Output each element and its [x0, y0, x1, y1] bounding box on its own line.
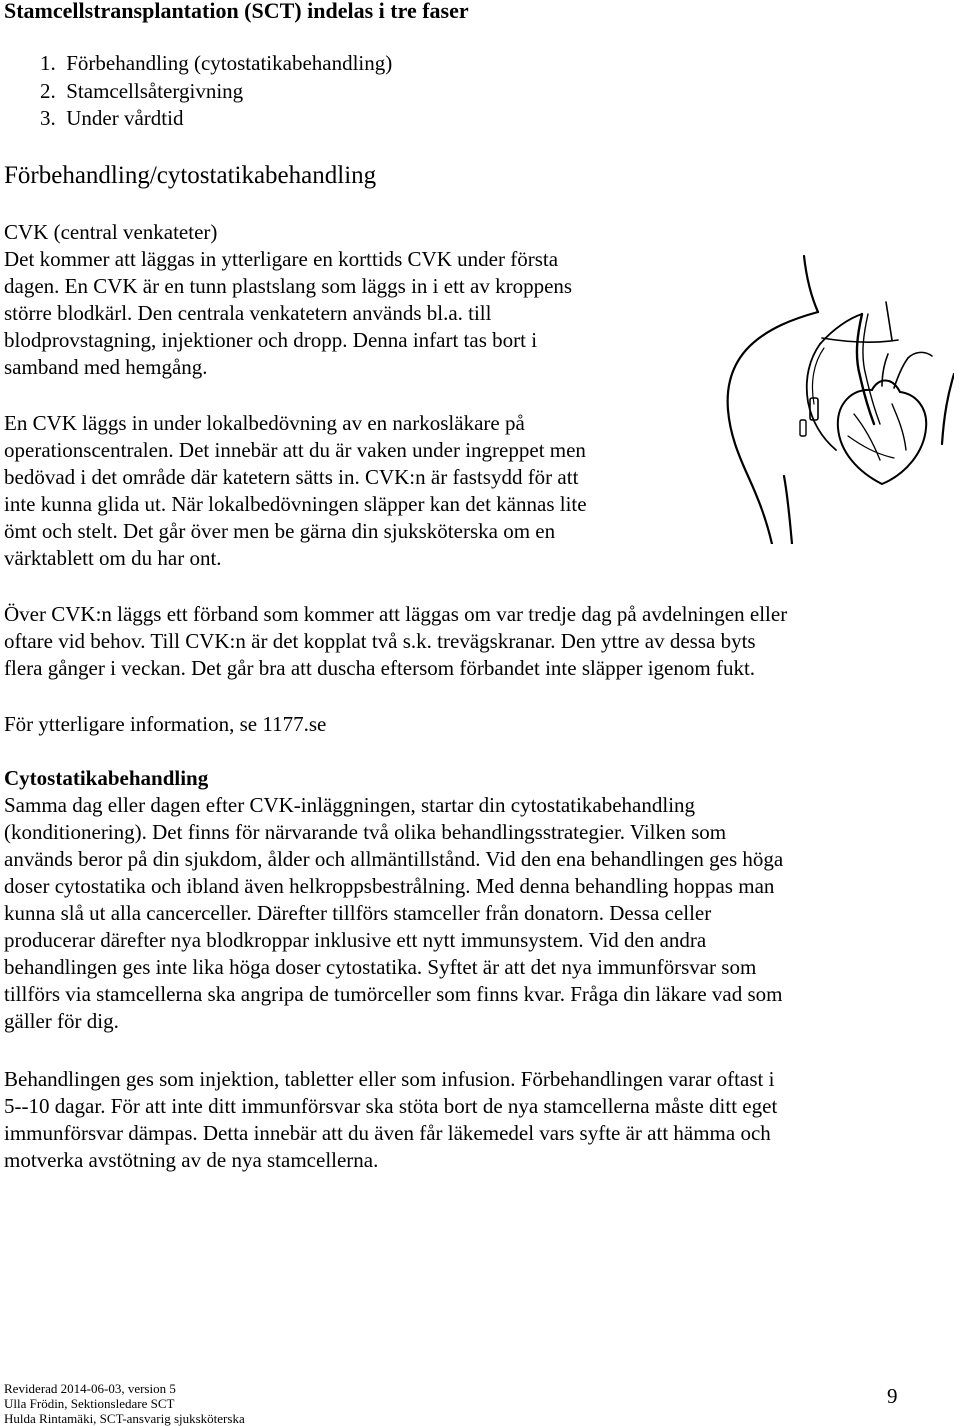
list-item: 3. Under vårdtid: [40, 106, 184, 130]
paragraph-line: används beror på din sjukdom, ålder och allmäntillstånd. Vid den ena behandlingen ges höga: [4, 847, 784, 871]
paragraph-line: producerar därefter nya blodkroppar inklusive ett nytt immunsystem. Vid den andra: [4, 928, 707, 952]
paragraph-line: (konditionering). Det finns för närvarande två olika behandlingsstrategier. Vilken som: [4, 820, 727, 844]
paragraph-line: motverka avstötning av de nya stamcellerna.: [4, 1148, 379, 1172]
cytostatika-title: Cytostatikabehandling: [4, 766, 209, 790]
paragraph-line: samband med hemgång.: [4, 355, 208, 379]
paragraph-line: Behandlingen ges som injektion, tabletter eller som infusion. Förbehandlingen varar oftast i: [4, 1067, 775, 1091]
main-heading: Stamcellstransplantation (SCT) indelas i tre faser: [4, 0, 469, 23]
arm-outline: [728, 410, 772, 544]
paragraph-line: gäller för dig.: [4, 1009, 119, 1033]
paragraph-line: värktablett om du har ont.: [4, 546, 222, 570]
paragraph-line: kunna slå ut alla cancerceller. Därefter tillförs stamceller från donatorn. Dessa celler: [4, 901, 712, 925]
paragraph-line: oftare vid behov. Till CVK:n är det kopplat två s.k. trevägskranar. Den yttre av dessa byts: [4, 629, 756, 653]
paragraph-line: Det kommer att läggas in ytterligare en korttids CVK under första: [4, 247, 559, 271]
paragraph-line: En CVK läggs in under lokalbedövning av en narkosläkare på: [4, 411, 525, 435]
list-item: 2. Stamcellsåtergivning: [40, 78, 244, 103]
paragraph-line: dagen. En CVK är en tunn plastslang som läggs in i ett av kroppens: [4, 274, 573, 298]
phase-list: [40, 50, 392, 133]
administration-paragraph: [4, 1066, 777, 1174]
paragraph-line: flera gånger i veckan. Det går bra att duscha eftersom förbandet inte släpper igenom fukt.: [4, 656, 756, 680]
paragraph-line: doser cytostatika och ibland även helkroppsbestrålning. Med denna behandling hoppas man: [4, 874, 775, 898]
dressing-paragraph: [4, 601, 787, 682]
cvk-illustration: [722, 254, 954, 544]
section-title: Förbehandling/cytostatikabehandling: [4, 162, 377, 189]
paragraph-line: immunförsvar dämpas. Detta innebär att du även får läkemedel vars syfte är att hämma och: [4, 1121, 771, 1145]
paragraph-line: Samma dag eller dagen efter CVK-inläggningen, startar din cytostatikabehandling: [4, 793, 696, 817]
paragraph-line: större blodkärl. Den centrala venkatetern används bl.a. till: [4, 301, 492, 325]
paragraph-line: tillförs via stamcellerna ska angripa de tumörceller som finns kvar. Fråga din läkare vad som: [4, 982, 783, 1006]
more-info-paragraph: [4, 711, 326, 738]
cytostatika-section: [4, 765, 783, 1035]
paragraph-line: Över CVK:n läggs ett förband som kommer att läggas om var tredje dag på avdelningen eller: [4, 602, 788, 626]
author-line: Hulda Rintamäki, SCT-ansvarig sjuksköterska: [4, 1411, 245, 1426]
paragraph-line: CVK (central venkateter): [4, 220, 218, 244]
paragraph-line: behandlingen ges inte lika höga doser cytostatika. Syftet är att det nya immunförsvar som: [4, 955, 757, 979]
paragraph-line: blodprovstagning, injektioner och dropp. Denna infart tas bort i: [4, 328, 538, 352]
revision-note: Reviderad 2014-06-03, version 5: [4, 1381, 176, 1396]
cvk-paragraph: [4, 219, 572, 381]
paragraph-line: inte kunna glida ut. När lokalbedövningen släpper kan det kännas lite: [4, 492, 587, 516]
shoulder-outline: [728, 312, 818, 410]
neck-outline: [804, 256, 818, 312]
author-line: Ulla Frödin, Sektionsledare SCT: [4, 1396, 175, 1411]
external-tubing: [807, 344, 836, 450]
paragraph-line: operationscentralen. Det innebär att du är vaken under ingreppet men: [4, 438, 586, 462]
page-number: 9: [887, 1384, 898, 1408]
paragraph-line: bedövad i det område där katetern sätts in. CVK:n är fastsydd för att: [4, 465, 579, 489]
cvk-procedure-paragraph: [4, 410, 587, 572]
more-info-line: För ytterligare information, se 1177.se: [4, 712, 327, 736]
paragraph-line: 5--10 dagar. För att inte ditt immunförsvar ska stöta bort de nya stamcellerna måste ditt eget: [4, 1094, 778, 1118]
paragraph-line: ömt och stelt. Det går över men be gärna din sjuksköterska om en: [4, 519, 556, 543]
list-item: 1. Förbehandling (cytostatikabehandling): [40, 51, 393, 75]
footer: [4, 1381, 245, 1426]
heart-outline: [838, 390, 926, 484]
